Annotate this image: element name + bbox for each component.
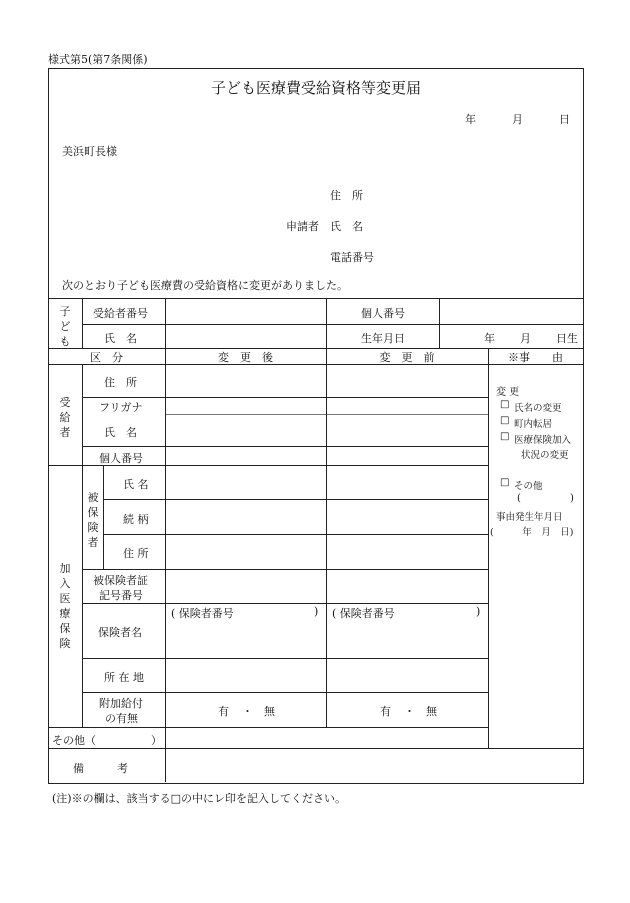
rule bbox=[82, 446, 488, 447]
additional-benefit-label-2: の有無 bbox=[105, 712, 138, 725]
remarks-label: 備 考 bbox=[73, 762, 128, 775]
applicant-address-label: 住 所 bbox=[330, 189, 363, 202]
additional-benefit-label-1: 附加給付 bbox=[99, 697, 143, 710]
benefit-before-dot: ・ bbox=[404, 705, 415, 718]
rule bbox=[48, 748, 583, 749]
rule bbox=[82, 658, 488, 659]
insured-label: 被保険者 bbox=[87, 491, 99, 549]
recipient-name-label: 氏 名 bbox=[104, 426, 137, 439]
date-day-label: 日 bbox=[559, 113, 570, 126]
insured-name-label: 氏 名 bbox=[123, 478, 149, 491]
form-title: 子ども医療費受給資格等変更届 bbox=[210, 79, 421, 97]
recipient-furigana-label: フリガナ bbox=[99, 401, 143, 414]
child-recipient-number-label: 受給者番号 bbox=[93, 307, 148, 320]
child-section-label: 子ども bbox=[59, 305, 71, 348]
child-birthdate-label: 生年月日 bbox=[361, 332, 405, 345]
rule bbox=[82, 324, 583, 325]
reason-change-label: 変 更 bbox=[496, 387, 520, 398]
checkbox-move-in-town[interactable]: □ bbox=[500, 415, 510, 426]
reason-insurance-status-2: 状況の変更 bbox=[521, 450, 569, 461]
others-label: その他（ ） bbox=[52, 734, 162, 747]
reason-other-close: ) bbox=[570, 493, 574, 504]
rule bbox=[82, 569, 488, 570]
header-category: 区 分 bbox=[90, 351, 123, 364]
rule-v bbox=[439, 298, 440, 348]
statement: 次のとおり子ども医療費の受給資格に変更がありました。 bbox=[62, 279, 348, 292]
date-year-label: 年 bbox=[465, 113, 476, 126]
applicant-phone-label: 電話番号 bbox=[330, 251, 374, 264]
rule bbox=[103, 499, 488, 500]
location-label: 所 在 地 bbox=[104, 671, 144, 684]
insurer-number-after: ( 保険者番号 bbox=[171, 607, 234, 620]
rule-v bbox=[103, 465, 104, 569]
rule bbox=[82, 397, 488, 398]
insurance-section-label: 加入医療保険 bbox=[59, 562, 71, 650]
insurer-name-label: 保険者名 bbox=[98, 626, 142, 639]
recipient-individual-number-label: 個人番号 bbox=[99, 452, 143, 465]
reason-occurrence-date: ( 年 月 日) bbox=[490, 527, 574, 538]
header-after: 変 更 後 bbox=[218, 351, 273, 364]
rule-v bbox=[82, 298, 83, 348]
reason-insurance-status-1: 医療保険加入 bbox=[514, 435, 572, 446]
applicant-label: 申請者 bbox=[286, 220, 319, 233]
child-birth-day: 日生 bbox=[556, 332, 578, 345]
recipient-address-label: 住 所 bbox=[104, 376, 137, 389]
benefit-after-dot: ・ bbox=[242, 705, 253, 718]
rule bbox=[103, 534, 488, 535]
child-individual-number-label: 個人番号 bbox=[361, 307, 405, 320]
rule bbox=[82, 603, 488, 604]
reason-other-open: ( bbox=[517, 493, 521, 504]
rule-v bbox=[488, 348, 489, 748]
addressee: 美浜町長様 bbox=[62, 145, 117, 158]
checkbox-name-change[interactable]: □ bbox=[500, 399, 510, 410]
card-number-label-2: 記号番号 bbox=[99, 589, 143, 602]
applicant-name-label: 氏 名 bbox=[330, 220, 363, 233]
form-number: 様式第5(第7条関係) bbox=[48, 53, 148, 66]
rule-v bbox=[165, 298, 166, 782]
reason-name-change: 氏名の変更 bbox=[514, 403, 562, 414]
benefit-before-yes: 有 bbox=[380, 705, 391, 718]
benefit-after-yes: 有 bbox=[218, 705, 229, 718]
insured-relation-label: 続 柄 bbox=[123, 513, 149, 526]
reason-occurrence-date-label: 事由発生年月日 bbox=[496, 512, 563, 523]
child-birth-year: 年 bbox=[484, 332, 495, 345]
insurer-number-before: ( 保険者番号 bbox=[332, 607, 395, 620]
reason-move-in-town: 町内転居 bbox=[514, 419, 553, 430]
rule bbox=[82, 692, 488, 693]
child-name-label: 氏 名 bbox=[104, 332, 137, 345]
checkbox-insurance-status[interactable]: □ bbox=[500, 431, 510, 442]
insurer-number-after-close: ) bbox=[314, 605, 319, 618]
insurer-number-before-close: ) bbox=[476, 605, 481, 618]
header-before: 変 更 前 bbox=[379, 351, 435, 364]
rule bbox=[48, 727, 488, 728]
benefit-after-no: 無 bbox=[264, 705, 275, 718]
card-number-label-1: 被保険者証 bbox=[93, 574, 148, 587]
child-birth-month: 月 bbox=[520, 332, 531, 345]
checkbox-other[interactable]: □ bbox=[500, 477, 510, 488]
rule bbox=[48, 298, 583, 299]
recipient-section-label: 受給者 bbox=[59, 396, 71, 439]
date-month-label: 月 bbox=[512, 113, 523, 126]
insured-address-label: 住 所 bbox=[123, 547, 149, 560]
header-reason: ※事 由 bbox=[508, 351, 563, 364]
reason-other: その他 bbox=[514, 481, 543, 492]
rule-v bbox=[82, 364, 83, 727]
benefit-before-no: 無 bbox=[426, 705, 437, 718]
footnote: (注)※の欄は、該当する□の中にレ印を記入してください。 bbox=[52, 792, 346, 805]
